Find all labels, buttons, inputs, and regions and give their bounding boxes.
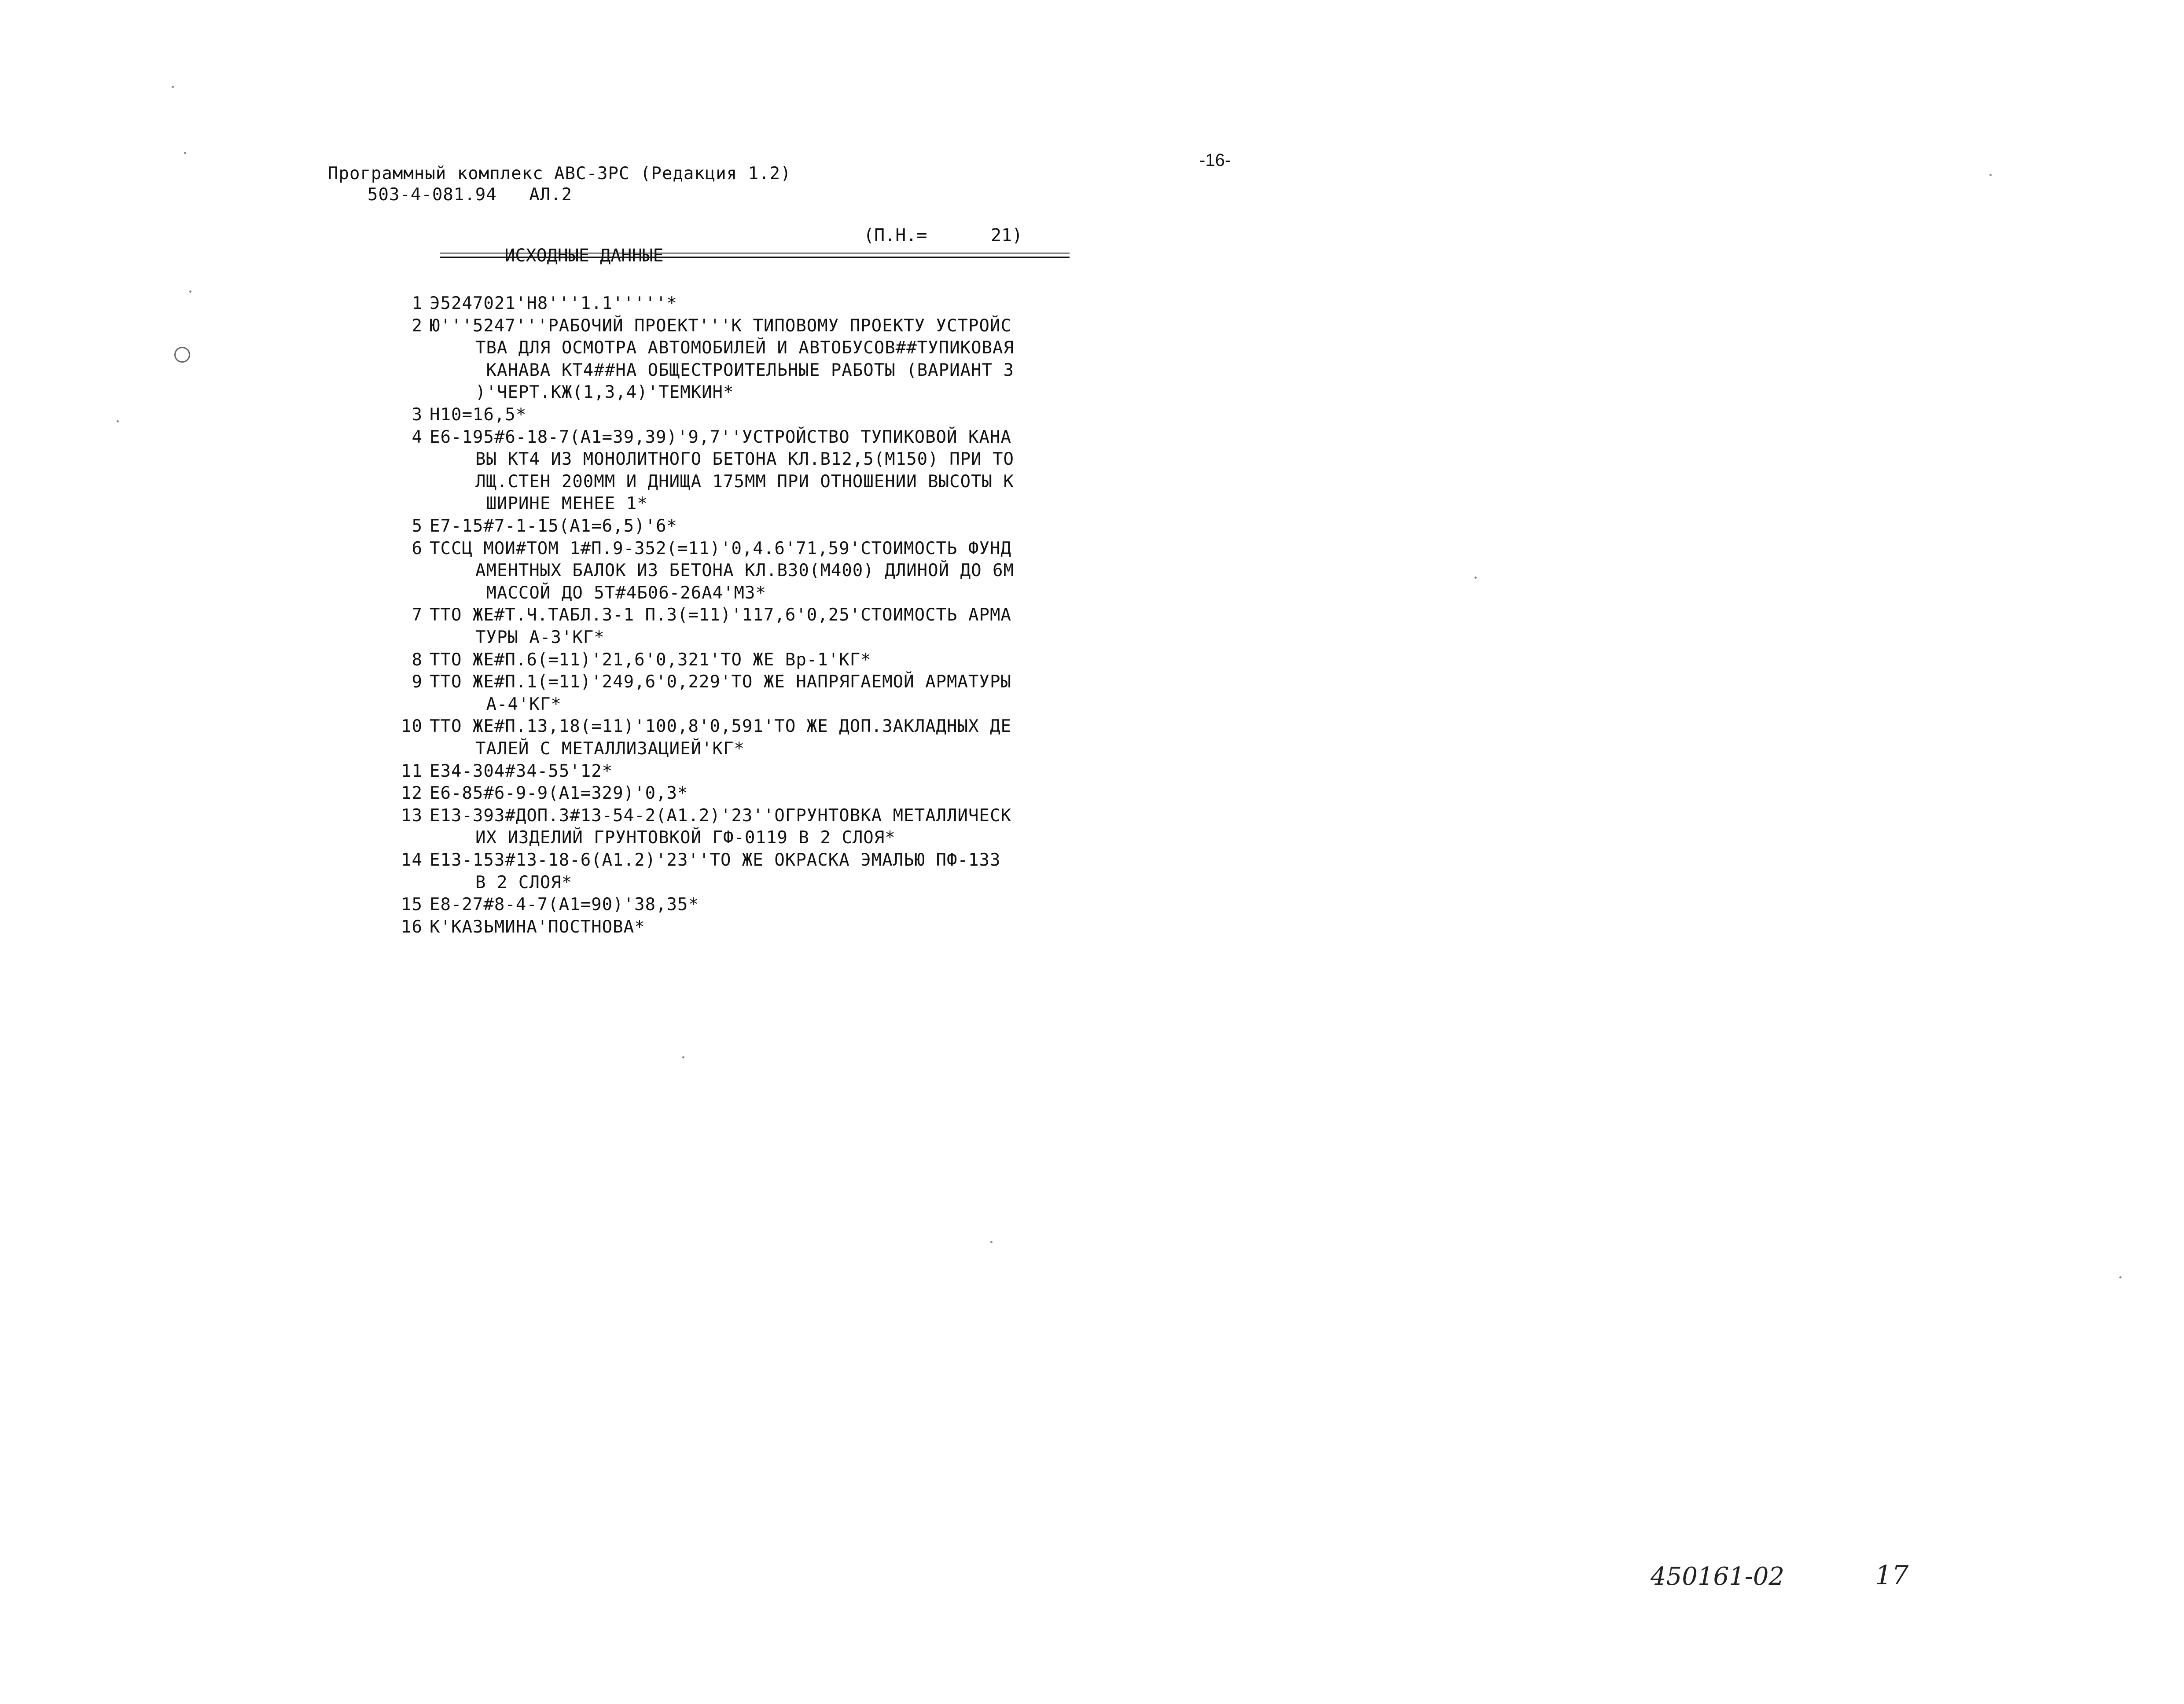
line-text: ВЫ КТ4 ИЗ МОНОЛИТНОГО БЕТОНА КЛ.В12,5(М150) ПРИ ТО [475,449,1014,470]
line-text: КАНАВА КТ4##НА ОБЩЕСТРОИТЕЛЬНЫЕ РАБОТЫ (ВАРИАНТ 3 [475,360,1014,380]
line-text: МАССОЙ ДО 5Т#4Б06-26А4'М3* [475,583,766,603]
listing-line [383,716,1011,738]
line-text: А-4'КГ* [475,694,562,714]
scan-speck [184,152,186,154]
listing-line [383,782,688,804]
line-number: 8 [412,650,423,670]
line-text: ТУРЫ А-3'КГ* [475,628,605,647]
line-text: ШИРИНЕ МЕНЕЕ 1* [475,494,648,514]
line-text: ТССЦ МОИ#ТОМ 1#П.9-352(=11)'0,4.6'71,59'СТОИМОСТЬ ФУНД [430,538,1011,558]
line-number: 10 [401,716,423,737]
section-pn: (П.Н.= 21) [864,225,1023,246]
page-number: -16- [1199,151,1231,170]
line-number: 13 [401,805,423,826]
listing-continuation-line [475,582,766,604]
listing-line [383,649,871,671]
line-text: АМЕНТНЫХ БАЛОК ИЗ БЕТОНА КЛ.В30(М400) ДЛИНОЙ ДО 6М [475,561,1014,581]
scan-speck [189,290,191,293]
listing-continuation-line [475,694,562,716]
listing-line [383,426,1011,448]
line-number: 15 [401,895,423,915]
scan-speck [172,86,174,88]
line-number: 12 [401,783,423,804]
line-text: Н10=16,5* [430,405,527,425]
scan-speck [990,1241,993,1243]
listing-line [383,916,645,938]
listing-line [383,604,1011,626]
listing-line [383,515,677,537]
section-title-label: ИСХОДНЫЕ ДАННЫЕ [504,246,664,266]
scan-speck [1474,577,1477,579]
scan-speck [117,420,119,422]
line-text: К'КАЗЬМИНА'ПОСТНОВА* [430,917,645,937]
listing-continuation-line [475,471,1014,493]
listing-line [383,315,1011,337]
scan-speck [2119,1276,2121,1278]
listing-line [383,805,1011,827]
title-underline [440,253,1070,258]
program-header: Программный комплекс АВС-3РС (Редакция 1.2) [328,164,791,184]
line-number: 4 [412,427,423,447]
line-text: ТТО ЖЕ#П.1(=11)'249,6'0,229'ТО ЖЕ НАПРЯГАЕМОЙ АРМАТУРЫ [430,672,1011,692]
line-text: ТТО ЖЕ#Т.Ч.ТАБЛ.3-1 П.3(=11)'117,6'0,25'СТОИМОСТЬ АРМА [430,605,1011,625]
listing-line [383,404,526,426]
listing-continuation-line [475,827,896,849]
line-text: ТТО ЖЕ#П.6(=11)'21,6'0,321'ТО ЖЕ Вр-1'КГ* [430,650,871,670]
line-text: ИХ ИЗДЕЛИЙ ГРУНТОВКОЙ ГФ-0119 В 2 СЛОЯ* [475,828,896,848]
line-number: 1 [412,294,423,313]
line-text: Е8-27#8-4-7(А1=90)'38,35* [430,895,699,915]
listing-continuation-line [475,493,648,515]
listing-continuation-line [475,382,734,404]
line-number: 6 [412,538,423,558]
project-code: 503-4-081.94 АЛ.2 [368,185,573,205]
listing-continuation-line [475,360,1014,382]
handwritten-code: 450161-02 [1651,1562,1784,1591]
line-text: Е13-153#13-18-6(А1.2)'23''ТО ЖЕ ОКРАСКА ЭМАЛЬЮ ПФ-133 [430,850,1001,870]
listing-continuation-line [475,627,605,649]
line-text: Е34-304#34-55'12* [430,761,613,781]
line-text: ЛЩ.СТЕН 200ММ И ДНИЩА 175ММ ПРИ ОТНОШЕНИИ ВЫСОТЫ К [475,471,1014,492]
listing-line [383,538,1011,560]
listing-continuation-line [475,448,1014,470]
line-text: ТТО ЖЕ#П.13,18(=11)'100,8'0,591'ТО ЖЕ ДОП.ЗАКЛАДНЫХ ДЕ [430,716,1011,737]
line-text: ТАЛЕЙ С МЕТАЛЛИЗАЦИЕЙ'КГ* [475,739,745,759]
scan-speck [1989,174,1992,176]
scan-artifact [174,347,190,363]
listing-line [383,849,1000,871]
listing-continuation-line [475,560,1014,582]
listing-line [383,293,677,315]
line-text: Е6-195#6-18-7(А1=39,39)'9,7''УСТРОЙСТВО ТУПИКОВОЙ КАНА [430,427,1011,447]
line-text: Э5247021'Н8'''1.1'''''* [430,294,678,313]
line-number: 2 [412,316,423,336]
listing-line [383,671,1011,693]
listing-line [383,760,613,782]
handwritten-sheet-number: 17 [1875,1560,1909,1591]
line-number: 16 [401,917,423,937]
line-number: 14 [401,850,423,870]
line-text: В 2 СЛОЯ* [475,872,573,892]
line-number: 5 [412,516,423,536]
line-number: 3 [412,405,423,425]
line-text: Е13-393#ДОП.3#13-54-2(А1.2)'23''ОГРУНТОВКА МЕТАЛЛИЧЕСК [430,805,1011,826]
listing-continuation-line [475,872,572,894]
line-text: )'ЧЕРТ.КЖ(1,3,4)'ТЕМКИН* [475,382,734,403]
line-text: Ю'''5247'''РАБОЧИЙ ПРОЕКТ'''К ТИПОВОМУ ПРОЕКТУ УСТРОЙС [430,316,1011,336]
line-text: Е6-85#6-9-9(А1=329)'0,3* [430,783,688,804]
line-number: 11 [401,761,423,781]
listing-continuation-line [475,337,1014,359]
scan-speck [682,1056,684,1058]
line-number: 7 [412,605,423,625]
listing-line [383,894,699,916]
line-text: ТВА ДЛЯ ОСМОТРА АВТОМОБИЛЕЙ И АВТОБУСОВ##ТУПИКОВАЯ [475,338,1014,358]
listing-continuation-line [475,738,745,760]
line-number: 9 [412,672,423,692]
line-text: Е7-15#7-1-15(А1=6,5)'6* [430,516,678,536]
